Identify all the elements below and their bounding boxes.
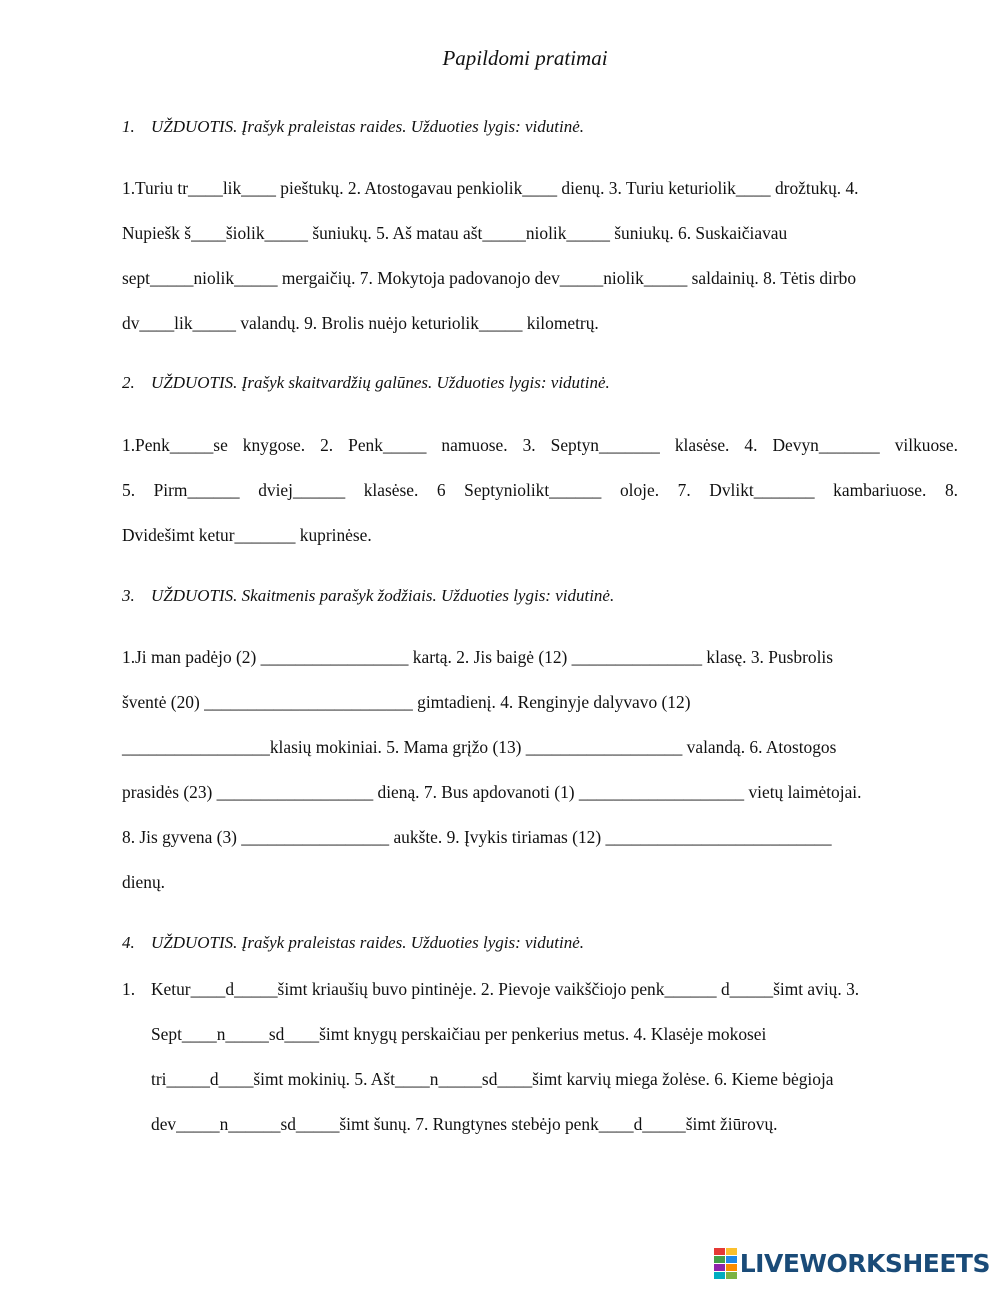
logo-block-5 [714,1264,725,1271]
task-1-line-2: Nupiešk š____šiolik_____ šuniukų. 5. Aš matau ašt_____niolik_____ šuniukų. 6. Suskaičiavau [122,223,788,243]
task-3-line-1: 1.Ji man padėjo (2) _________________ kartą. 2. Jis baigė (12) _______________ klasę. 3. Pusbrolis [122,647,834,667]
task-2-line-3: Dvidešimt ketur_______ kuprinėse. [122,525,372,545]
logo-block-6 [726,1264,737,1271]
logo-block-3 [714,1256,725,1263]
task-1-heading-text: UŽDUOTIS. Įrašyk praleistas raides. Užduoties lygis: vidutinė. [151,117,585,136]
task-4-line-1: Ketur____d_____šimt kriaušių buvo pintinėje. 2. Pievoje vaikščiojo penk______ d_____šimt avių. 3. [151,979,860,999]
task-1-heading [122,117,584,137]
task-3-line-2: šventė (20) ________________________ gimtadienį. 4. Renginyje dalyvavo (12) [122,692,691,712]
task-2-number: 2. [122,373,135,392]
task-4-number: 4. [122,933,135,952]
task-3-number: 3. [122,586,135,605]
liveworksheets-logo-icon [714,1248,738,1278]
task-4-heading [122,933,584,953]
page-title: Papildomi pratimai [442,46,608,70]
task-2-heading-text: UŽDUOTIS. Įrašyk skaitvardžių galūnes. Užduoties lygis: vidutinė. [151,373,610,392]
logo-block-1 [714,1248,725,1255]
task-1-line-3: sept_____niolik_____ mergaičių. 7. Mokytoja padovanojo dev_____niolik_____ saldainių. 8. Tėtis dirbo [122,268,857,288]
task-3-line-4: prasidės (23) __________________ dieną. 7. Bus apdovanoti (1) ___________________ vietų laimėtojai. [122,782,862,802]
task-1-line-1: 1.Turiu tr____lik____ pieštukų. 2. Atostogavau penkiolik____ dienų. 3. Turiu keturiolik____ drožtukų. 4. [122,178,859,198]
task-4-line-2: Sept____n_____sd____šimt knygų perskaičiau per penkerius metus. 4. Klasėje mokosei [151,1024,767,1044]
task-2-heading [122,373,610,393]
task-2-line-1: 1.Penk_____se knygose. 2. Penk_____ namuose. 3. Septyn_______ klasėse. 4. Devyn_______ vilkuose. [122,435,958,455]
task-1-line-4: dv____lik_____ valandų. 9. Brolis nuėjo keturiolik_____ kilometrų. [122,313,599,333]
logo-block-7 [714,1272,725,1279]
task-2-line-2: 5. Pirm______ dviej______ klasėse. 6 Septyniolikt______ oloje. 7. Dvlikt_______ kambariuose. 8. [122,480,958,500]
task-3-line-3: _________________klasių mokiniai. 5. Mama grįžo (13) __________________ valandą. 6. Atostogos [122,737,837,757]
task-1-number: 1. [122,117,135,136]
task-3-heading [122,586,614,606]
task-4-line-3: tri_____d____šimt mokinių. 5. Ašt____n_____sd____šimt karvių miega žolėse. 6. Kieme bėgioja [151,1069,834,1089]
task-4-list-number: 1. [122,979,136,999]
liveworksheets-logo [714,1247,990,1279]
logo-block-4 [726,1256,737,1263]
logo-block-8 [726,1272,737,1279]
liveworksheets-logo-text: LIVEWORKSHEETS [739,1248,990,1278]
task-3-heading-text: UŽDUOTIS. Skaitmenis parašyk žodžiais. Užduoties lygis: vidutinė. [151,586,615,605]
task-4-line-4: dev_____n______sd_____šimt šunų. 7. Rungtynes stebėjo penk____d_____šimt žiūrovų. [151,1114,778,1134]
task-3-line-5: 8. Jis gyvena (3) _________________ aukšte. 9. Įvykis tiriamas (12) __________________________ [122,827,832,847]
task-4-heading-text: UŽDUOTIS. Įrašyk praleistas raides. Užduoties lygis: vidutinė. [151,933,585,952]
logo-block-2 [726,1248,737,1255]
task-3-line-6: dienų. [122,872,165,892]
